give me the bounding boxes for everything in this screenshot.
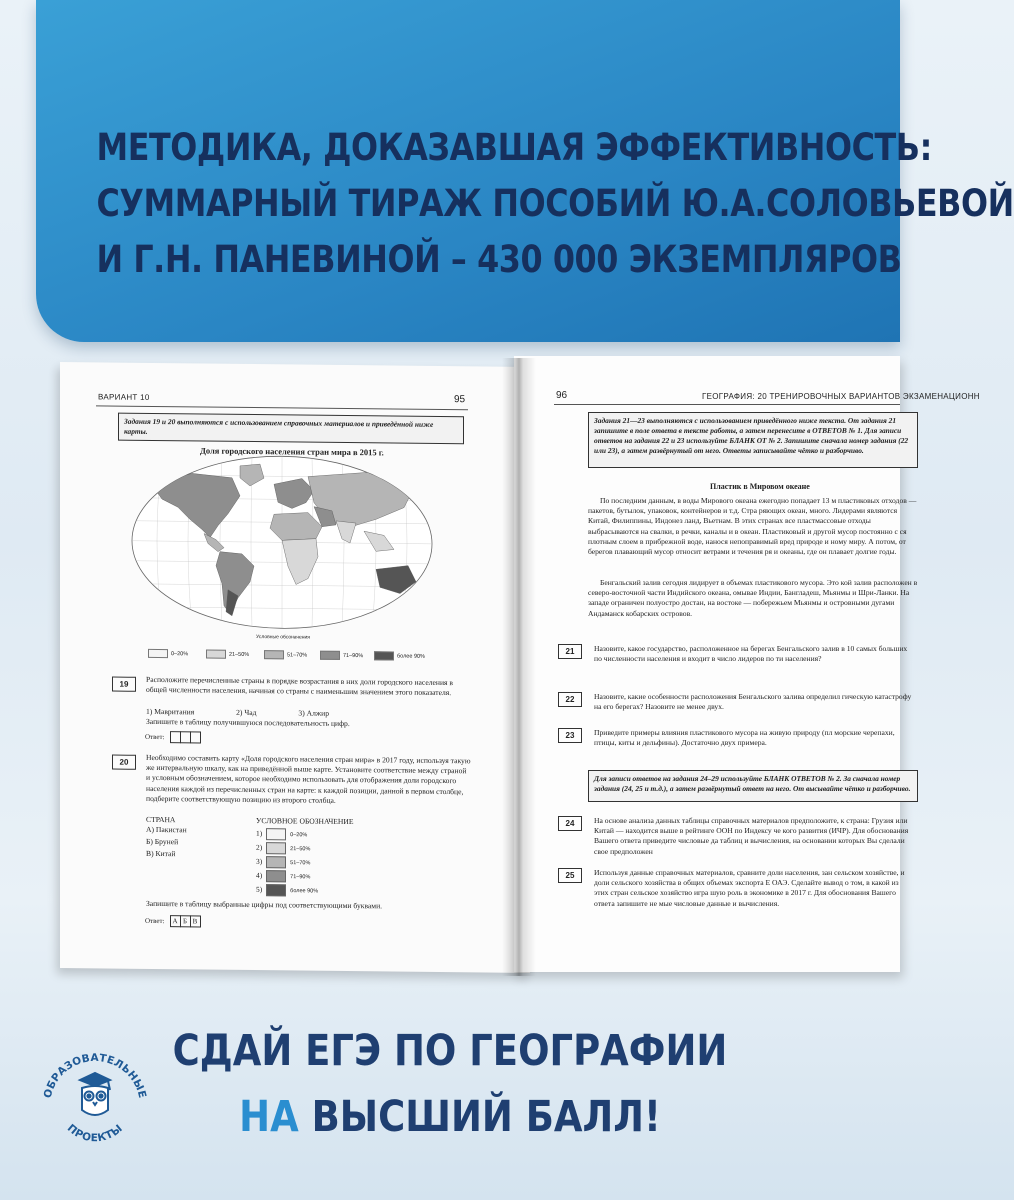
symbol-option: 3) 51–70% xyxy=(256,856,310,869)
q20-text: Необходимо составить карту «Доля городского населения стран мира» в 2017 году, используя такую же интервальную шкалу, как на приведённой выше карте. Установите соответствие между страной и условным обозначением, которое необходимо использовать для отображения доли городского населения каждой из перечисленных стран на карте: к каждой позиции, данной в первом столбце, подберите соответствующую позицию из второго столбца. xyxy=(146,752,471,805)
bottom-slogan xyxy=(63,1018,837,1150)
world-map xyxy=(132,455,432,630)
left-page-number: 95 xyxy=(454,394,466,406)
slogan-line-2 xyxy=(63,1084,837,1150)
q25-text: Используя данные справочных материалов, сравните доли населения, зан сельском хозяйстве, и доли сельского хозяйства в общих объемах экспорта Е ОАЭ. Сделайте вывод о том, в какой из этих стран сельское хозяйство игра шую роль в экономике в 2017 г. Для обоснования Вашего ответа запишите не мые числовые данные и вычисления. xyxy=(594,868,905,908)
svg-text:ОБРАЗОВАТЕЛЬНЫЕ: ОБРАЗОВАТЕЛЬНЫЕ xyxy=(41,1051,149,1100)
q20-country-b: Б) Бруней xyxy=(146,836,179,847)
header-rule xyxy=(554,404,900,405)
question-number-22: 22 xyxy=(558,692,582,707)
legend-item: более 90% xyxy=(374,651,425,661)
q19-options: 1) Мавритания 2) Чад 3) Алжир xyxy=(146,706,330,718)
top-banner xyxy=(36,0,1014,342)
question-number-23: 23 xyxy=(558,728,582,743)
left-running-head: ВАРИАНТ 10 xyxy=(98,392,150,402)
left-page xyxy=(60,362,530,973)
question-number-21: 21 xyxy=(558,644,582,659)
q20-col-symbol: УСЛОВНОЕ ОБОЗНАЧЕНИЕ xyxy=(256,816,354,827)
q20-answer-field[interactable]: Ответ: А Б В xyxy=(146,915,201,928)
question-number-24: 24 xyxy=(558,816,582,831)
slogan-line-1: СДАЙ ЕГЭ ПО ГЕОГРАФИИ xyxy=(172,1026,728,1076)
map-title: Доля городского населения стран мира в 2015 г. xyxy=(200,445,384,458)
article-paragraph-2: Бенгальский залив сегодня лидирует в объемах пластикового мусора. Это кой залив расположен в северо-восточной части Индийского океана, омывае Индии, Бангладеш, Мьянмы и Шри-Ланки. На западе ограничен полуостро достан, на востоке — побережьем Мьянмы и островными дугами Андаманск кобарских островов. xyxy=(588,578,918,618)
q19-instruction: Запишите в таблицу получившуюся последовательность цифр. xyxy=(146,716,350,729)
right-page-number: 96 xyxy=(556,390,568,401)
banner-line-1: МЕТОДИКА, ДОКАЗАВШАЯ ЭФФЕКТИВНОСТЬ: xyxy=(96,126,932,169)
right-running-head: ГЕОГРАФИЯ: 20 ТРЕНИРОВОЧНЫХ ВАРИАНТОВ ЭКЗАМЕНАЦИОНН xyxy=(702,392,980,401)
svg-text:ПРОЕКТЫ: ПРОЕКТЫ xyxy=(64,1122,126,1145)
q20-country-c: В) Китай xyxy=(146,848,176,859)
q24-text: На основе анализа данных таблицы справочных материалов предположите, к страна: Грузия или Китай — находится выше в рейтинге ООН по Индексу че кого развития (ИЧР). Для обоснования Вашего ответа приведите числовые да таблиц и вычисления, на основании которых Вы сделали свое предположен xyxy=(594,816,909,856)
legend-item: 71–90% xyxy=(320,651,363,660)
legend-caption: Условные обозначения xyxy=(256,634,311,641)
symbol-option: 2) 21–50% xyxy=(256,842,310,855)
q20-col-country: СТРАНА xyxy=(146,814,176,825)
map-legend xyxy=(148,649,428,664)
question-number-25: 25 xyxy=(558,868,582,883)
q22-text: Назовите, какие особенности расположения Бенгальского залива определил гическую катастрофу на его берегах? Назовите не менее двух. xyxy=(594,692,912,712)
legend-item: 51–70% xyxy=(264,650,307,659)
article-paragraph-1: По последним данным, в воды Мирового океана ежегодно попадает 13 м пластиковых отходов — пакетов, бутылок, упаковок, контейнеров и т.д. Стра ряющих океан, много. Лидерами являются Китай, Филиппины, Индонез ланд, Вьетнам. В этих странах все пластмассовые отходы выбрасываются на свалки, в речки, каналы и в океан. Пластиковый и другой мусор постоянно с ся плотным слоем в прибрежной воде, нанося непоправимый вред природе и ному миру. А потом, от берегов плавающий мусор относит ветрами и течения ря и океаны, где он плавает долгие годы. xyxy=(588,496,917,557)
symbol-option: 1) 0–20% xyxy=(256,828,307,841)
slogan-accent: НА xyxy=(239,1092,299,1142)
open-book-image xyxy=(40,352,980,984)
right-page xyxy=(514,356,980,972)
banner-line-2: СУММАРНЫЙ ТИРАЖ ПОСОБИЙ Ю.А.СОЛОВЬЕВОЙ xyxy=(96,182,1014,225)
slogan-rest: ВЫСШИЙ БАЛЛ! xyxy=(298,1092,661,1142)
q23-text: Приведите примеры влияния пластикового мусора на живую природу (пл морские черепахи, птицы, киты и дельфины). Достаточно двух примера. xyxy=(594,728,895,748)
q19-text: Расположите перечисленные страны в порядке возрастания в них доли городского населения в общей численности населения, начиная со страны с наименьшим значением этого показателя. xyxy=(146,674,453,698)
left-note-box: Задания 19 и 20 выполняются с использованием справочных материалов и приведённой ниже карты. xyxy=(118,413,464,445)
header-rule xyxy=(96,405,468,410)
legend-item: 0–20% xyxy=(148,649,188,658)
symbol-option: 5) более 90% xyxy=(256,884,319,895)
legend-item: 21–50% xyxy=(206,650,249,659)
question-number-20: 20 xyxy=(112,755,136,770)
q19-answer-field[interactable]: Ответ: xyxy=(146,731,201,744)
right-note-box: Задания 21—23 выполняются с использованием приведённого ниже текста. От задания 21 запишите в поле ответа в тексте работы, а затем перенесите в ОТВЕТОВ № 1. Для записи ответов на задания 22 и 23 используйте БЛАНК ОТ № 2. Запишите сначала номер задания (22 или 23), а затем развёрнутый от него. Ответы записывайте чётко и разборчиво. xyxy=(588,412,918,468)
question-number-19: 19 xyxy=(112,677,136,692)
symbol-option: 4) 71–90% xyxy=(256,870,310,883)
q20-instruction: Запишите в таблицу выбранные цифры под соответствующими буквами. xyxy=(146,898,383,911)
article-title: Пластик в Мировом океане xyxy=(710,482,810,491)
banner-headline xyxy=(96,120,1014,288)
right-note-box-2: Для записи ответов на задания 24–29 используйте БЛАНК ОТВЕТОВ № 2. За сначала номер задания (24, 25 и т.д.), а затем развёрнутый ответ на него. От высывайте чётко и разборчиво. xyxy=(588,770,918,802)
banner-line-3: И Г.Н. ПАНЕВИНОЙ – 430 000 ЭКЗЕМПЛЯРОВ xyxy=(96,238,902,281)
q21-text: Назовите, какое государство, расположенное на берегах Бенгальского залив в 10 самых больших по численности населения и входит в число лидеров по ти населения? xyxy=(594,644,908,664)
q20-country-a: А) Пакистан xyxy=(146,824,187,835)
